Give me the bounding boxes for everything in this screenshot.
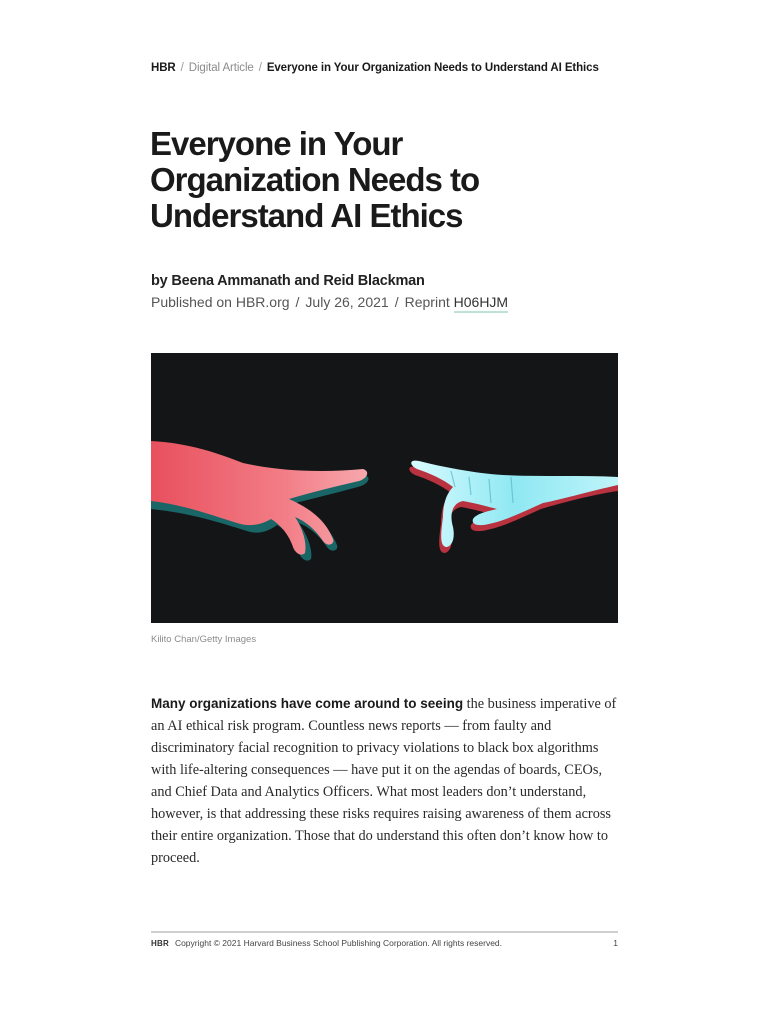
title-line: Everyone in Your — [150, 125, 403, 162]
title-line: Organization Needs to — [150, 161, 480, 198]
breadcrumb-separator: / — [180, 62, 184, 74]
footer-divider — [151, 931, 618, 933]
byline: by Beena Ammanath and Reid Blackman — [151, 273, 425, 289]
published-on: Published on HBR.org — [151, 294, 290, 310]
hbr-logo: HBR — [151, 939, 169, 948]
breadcrumb-current: Everyone in Your Organization Needs to Understand AI Ethics — [266, 62, 599, 74]
title-line: Understand AI Ethics — [150, 197, 463, 234]
lead-in-bold: Many organizations have come around to seeing — [151, 696, 464, 711]
page-number: 1 — [613, 938, 618, 948]
hero-image — [151, 353, 618, 623]
meta-separator: / — [394, 294, 399, 310]
meta-separator: / — [295, 294, 300, 310]
reprint-label: Reprint — [404, 294, 450, 310]
copyright-text: Copyright © 2021 Harvard Business School Publishing Corporation. All rights reserved. — [174, 938, 503, 948]
publication-line — [151, 294, 508, 310]
breadcrumb-home-link[interactable]: HBR — [151, 62, 176, 74]
breadcrumb-section-link[interactable]: Digital Article — [188, 62, 254, 74]
hands-reaching-illustration — [151, 353, 618, 623]
publish-date: July 26, 2021 — [305, 294, 389, 310]
paragraph-text: the business imperative of an AI ethical risk program. Countless news reports — from faulty and discriminatory facial recognition to privacy violations to black box algorithms with life-altering consequences — have put it on the agendas of boards, CEOs, and Chief Data and Analytics Officers. What most leaders don’t understand, however, is that addressing these risks requires raising awareness of them across their entire organization. Those that do understand this often don’t know how to proceed. — [151, 696, 617, 866]
article-title — [150, 126, 620, 234]
breadcrumb — [151, 62, 599, 74]
article-body-paragraph — [151, 693, 621, 869]
reprint-code-link[interactable]: H06HJM — [454, 294, 508, 313]
breadcrumb-separator: / — [258, 62, 262, 74]
page-footer — [151, 938, 618, 948]
image-caption: Kilito Chan/Getty Images — [151, 634, 257, 645]
